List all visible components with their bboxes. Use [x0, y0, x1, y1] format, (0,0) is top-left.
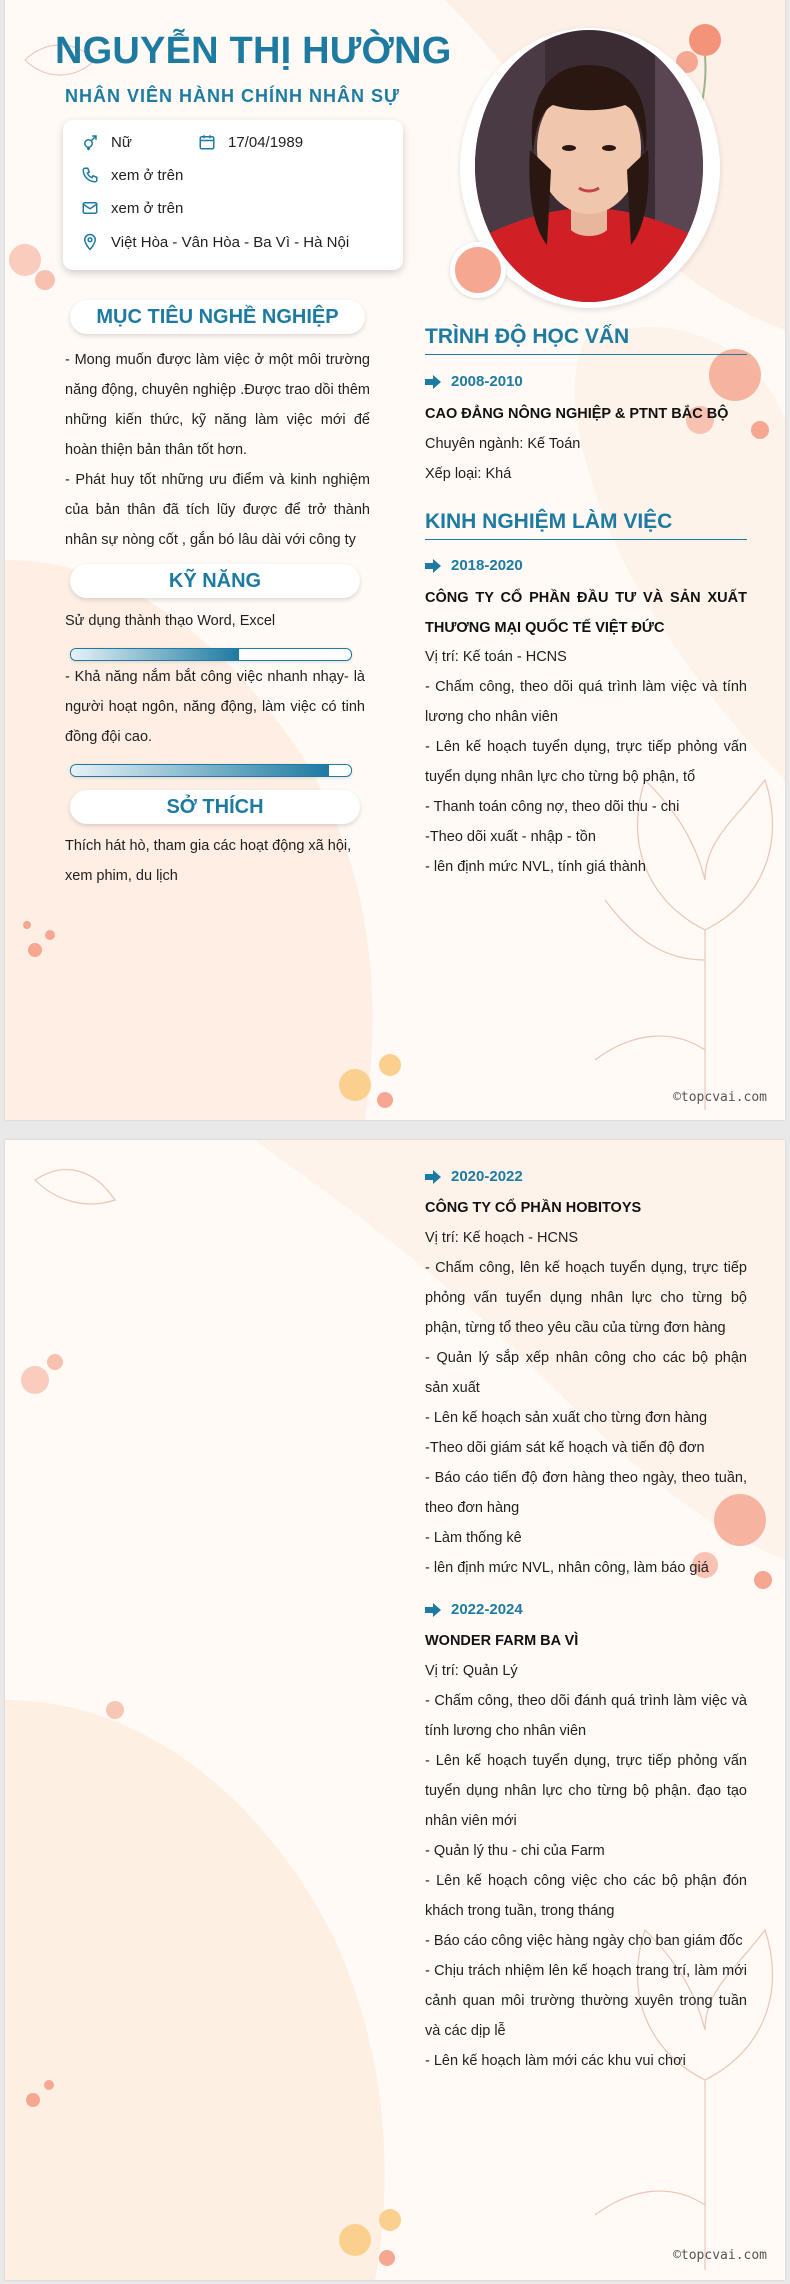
education-period-text: 2008-2010: [451, 373, 523, 390]
decorative-dot: [450, 242, 506, 298]
page-2-content: [5, 1140, 785, 2280]
email-row: [81, 196, 183, 220]
skill-1-text: Sử dụng thành thạo Word, Excel: [65, 613, 276, 629]
arrow-right-icon: [425, 559, 441, 573]
job-2-period-text: 2020-2022: [451, 1168, 523, 1185]
location-icon: [81, 233, 99, 251]
duty-item: - Quản lý sắp xếp nhân công cho các bộ phận sản xuất: [425, 1350, 747, 1396]
duty-item: - Lên kế hoạch tuyển dụng, trực tiếp phỏng vấn tuyển dụng nhân lực cho từng bộ phận, tổ: [425, 739, 747, 785]
duty-item: - Chấm công, lên kế hoạch tuyển dụng, trực tiếp phỏng vấn tuyển dụng nhân lực cho từng bộ phận, từng tổ theo yêu cầu của từng đơn hàng: [425, 1260, 747, 1336]
skill-1-bar-fill: [71, 649, 239, 660]
job-1-period-text: 2018-2020: [451, 557, 523, 574]
profile-photo: [475, 30, 703, 302]
watermark: ©topcvai.com: [673, 1090, 767, 1105]
birthdate-row: [198, 130, 303, 154]
duty-item: - Chấm công, theo dõi quá trình làm việc và tính lương cho nhân viên: [425, 679, 747, 725]
address-row: [81, 230, 349, 254]
experience-heading: KINH NGHIỆM LÀM VIỆC: [425, 510, 747, 540]
candidate-name: NGUYỄN THỊ HƯỜNG: [55, 30, 452, 72]
email-icon: [81, 199, 99, 217]
arrow-right-icon: [425, 375, 441, 389]
duty-item: - Quản lý thu - chi của Farm: [425, 1843, 605, 1859]
job-3-period: [425, 1601, 523, 1618]
duty-item: - lên định mức NVL, tính giá thành: [425, 859, 646, 875]
job-3-duties: [425, 1686, 747, 2076]
skill-2-bar-fill: [71, 765, 329, 776]
email-value: xem ở trên: [111, 199, 184, 217]
skills-heading: KỸ NĂNG: [70, 564, 360, 598]
objective-heading: MỤC TIÊU NGHỀ NGHIỆP: [70, 300, 365, 334]
skill-2-text: - Khả năng nắm bắt công việc nhanh nhạy- là người hoạt ngôn, năng động, làm việc có tinh đồng đội cao.: [65, 669, 365, 745]
arrow-right-icon: [425, 1170, 441, 1184]
arrow-right-icon: [425, 1603, 441, 1617]
calendar-icon: [198, 133, 216, 151]
phone-value: xem ở trên: [111, 166, 184, 184]
cv-page-2: [5, 1140, 785, 2280]
birthdate-value: 17/04/1989: [228, 133, 304, 151]
page-1-content: [5, 0, 785, 1120]
skill-1-bar: [70, 648, 352, 661]
duty-item: -Theo dõi xuất - nhập - tồn: [425, 829, 596, 845]
objective-paragraph: - Phát huy tốt những ưu điểm và kinh nghiệm của bản thân đã tích lũy được để trở thành nhân sự nòng cốt , gắn bó lâu dài với công ty: [65, 472, 370, 548]
education-period: [425, 373, 523, 390]
objective-text: [65, 345, 370, 555]
school-name: CAO ĐẲNG NÔNG NGHIỆP & PTNT BẮC BỘ: [425, 406, 729, 422]
cv-page-1: [5, 0, 785, 1120]
hobbies-text: Thích hát hò, tham gia các hoạt động xã hội, xem phim, du lịch: [65, 838, 352, 884]
gender-value: Nữ: [111, 133, 132, 151]
duty-item: - Làm thống kê: [425, 1530, 522, 1546]
job-2-duties: [425, 1253, 747, 1583]
education-heading: TRÌNH ĐỘ HỌC VẤN: [425, 325, 747, 355]
watermark: ©topcvai.com: [673, 2248, 767, 2263]
duty-item: - Lên kế hoạch sản xuất cho từng đơn hàng: [425, 1410, 708, 1426]
job-1-period: [425, 557, 523, 574]
contact-card: [63, 120, 403, 270]
duty-item: - Lên kế hoạch công việc cho các bộ phận đón khách trong tuần, trong tháng: [425, 1873, 747, 1919]
duty-item: - lên định mức NVL, nhân công, làm báo giá: [425, 1560, 709, 1576]
gender-icon: [81, 133, 99, 151]
job-3-company: WONDER FARM BA VÌ: [425, 1633, 579, 1649]
duty-item: -Theo dõi giám sát kế hoạch và tiến độ đơn: [425, 1440, 705, 1456]
job-1-position: Vị trí: Kế toán - HCNS: [425, 649, 567, 665]
job-2-position: Vị trí: Kế hoạch - HCNS: [425, 1230, 579, 1246]
duty-item: - Chịu trách nhiệm lên kế hoạch trang trí, làm mới cảnh quan môi trường thường xuyên trong tuần và các dịp lễ: [425, 1963, 747, 2039]
duty-item: - Lên kế hoạch tuyển dụng, trực tiếp phỏng vấn tuyển dụng nhân lực cho từng bộ phận. đạo tạo nhân viên mới: [425, 1753, 747, 1829]
address-value: Việt Hòa - Vân Hòa - Ba Vì - Hà Nội: [111, 233, 350, 251]
education-major: Chuyên ngành: Kế Toán: [425, 436, 581, 452]
job-3-period-text: 2022-2024: [451, 1601, 523, 1618]
phone-row: [81, 163, 183, 187]
job-title: NHÂN VIÊN HÀNH CHÍNH NHÂN SỰ: [65, 86, 400, 106]
gender-row: [81, 130, 132, 154]
duty-item: - Báo cáo tiến độ đơn hàng theo ngày, theo tuần, theo đơn hàng: [425, 1470, 747, 1516]
duty-item: - Lên kế hoạch làm mới các khu vui chơi: [425, 2053, 686, 2069]
education-grade: Xếp loại: Khá: [425, 466, 512, 482]
objective-paragraph: - Mong muốn được làm việc ở một môi trường năng động, chuyên nghiệp .Được trao dồi thêm những kiến thức, kỹ năng làm việc mới để hoàn thiện bản thân tốt hơn.: [65, 352, 370, 458]
job-2-company: CÔNG TY CỔ PHẦN HOBITOYS: [425, 1200, 642, 1216]
job-2-period: [425, 1168, 523, 1185]
job-1-duties: [425, 672, 747, 882]
phone-icon: [81, 166, 99, 184]
job-1-company: CÔNG TY CỔ PHẦN ĐẦU TƯ VÀ SẢN XUẤT THƯƠNG MẠI QUỐC TẾ VIỆT ĐỨC: [425, 590, 747, 636]
hobbies-heading: SỞ THÍCH: [70, 790, 360, 824]
duty-item: - Thanh toán công nợ, theo dõi thu - chi: [425, 799, 680, 815]
job-3-position: Vị trí: Quản Lý: [425, 1663, 518, 1679]
duty-item: - Chấm công, theo dõi đánh quá trình làm việc và tính lương cho nhân viên: [425, 1693, 747, 1739]
duty-item: - Báo cáo công việc hàng ngày cho ban giám đốc: [425, 1933, 743, 1949]
skill-2-bar: [70, 764, 352, 777]
